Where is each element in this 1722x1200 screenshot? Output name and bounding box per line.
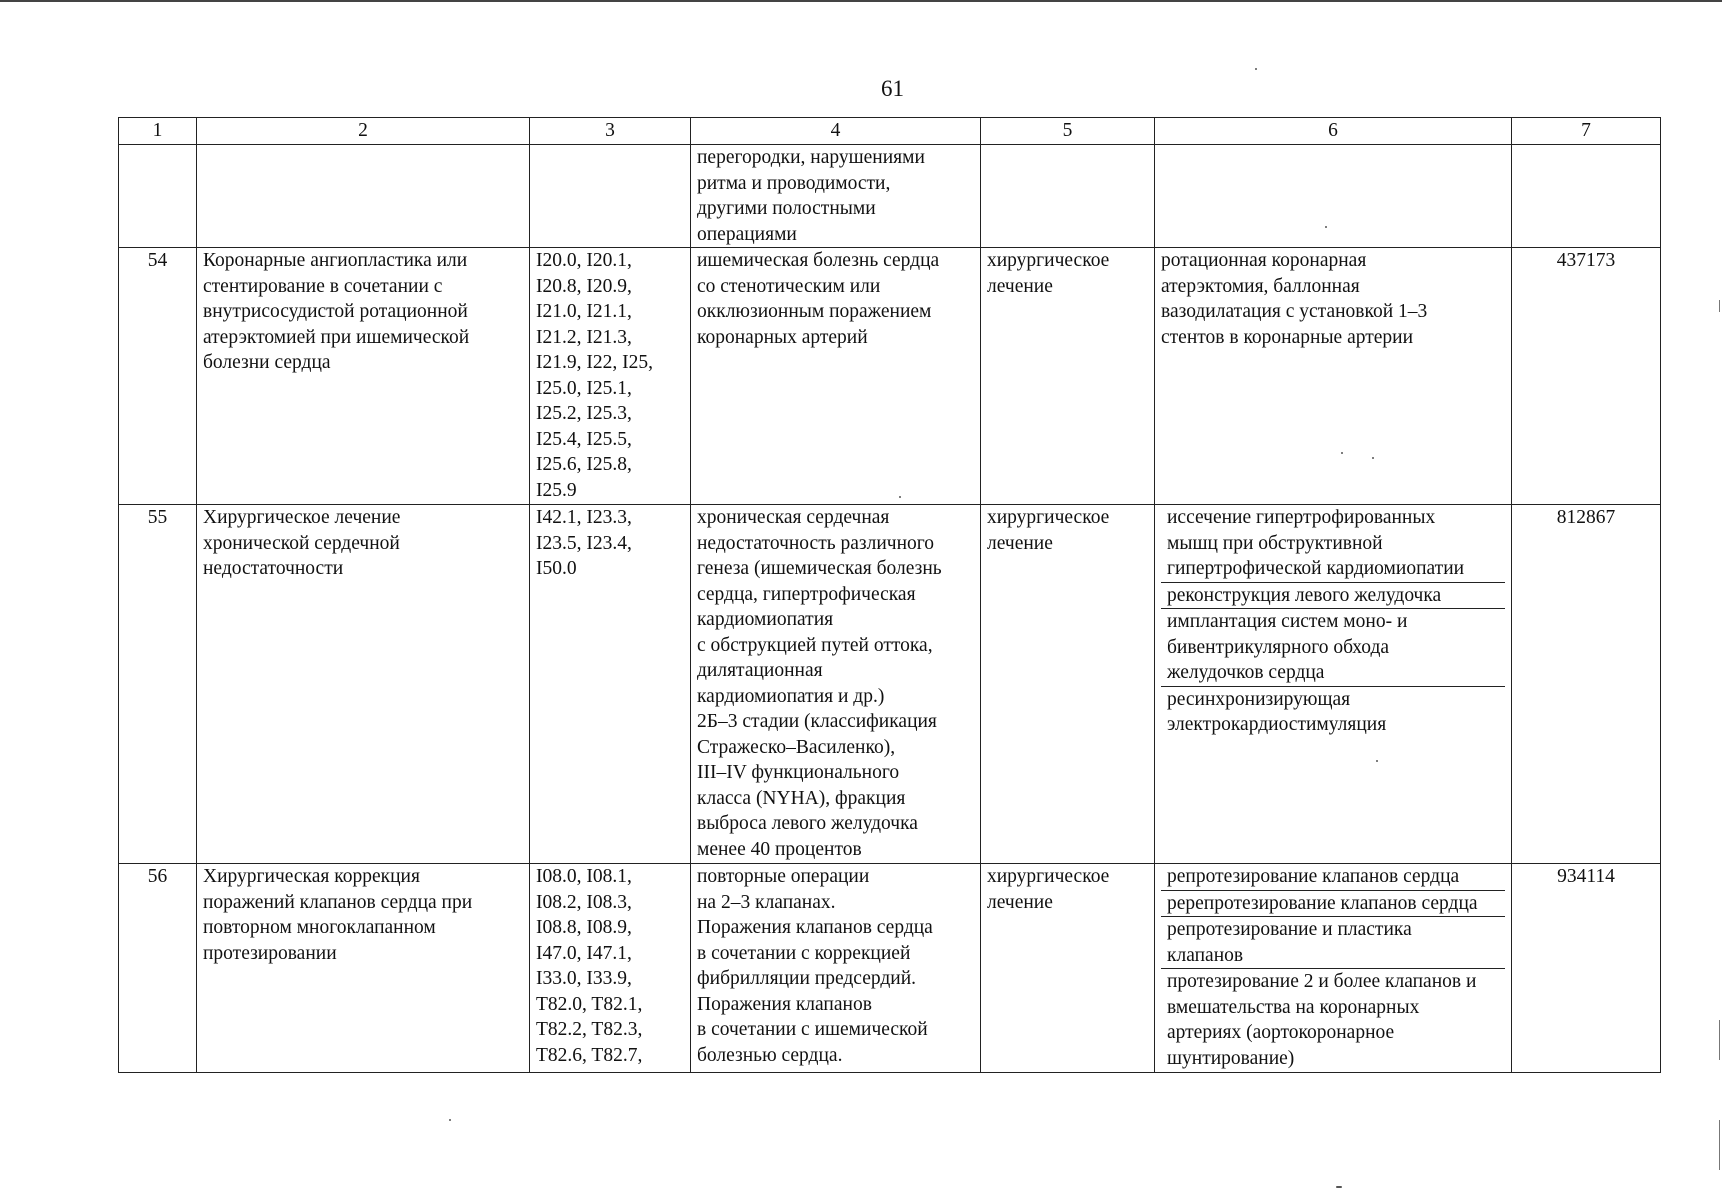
method-item — [1161, 891, 1505, 918]
scan-edge-mark — [1719, 300, 1720, 312]
scan-speck — [1341, 452, 1343, 454]
cell-line: хирургическое — [987, 507, 1110, 528]
column-header: 6 — [1155, 118, 1512, 145]
cell-line: стентов в коронарные артерии — [1161, 326, 1414, 348]
patient-model-cell — [691, 505, 981, 864]
cell-line: ререпротезирование клапанов сердца — [1167, 892, 1478, 914]
column-header: 4 — [691, 118, 981, 145]
cell-line: гипертрофической кардиомиопатии — [1167, 558, 1465, 579]
cell-line: бивентрикулярного обхода — [1167, 636, 1390, 658]
cell-line: протезировании — [203, 942, 337, 964]
cell-line: I25.6, I25.8, — [536, 454, 632, 475]
cell-line: Стражеско–Василенко), — [697, 736, 896, 758]
cell-line: ресинхронизирующая — [1167, 688, 1351, 710]
cell-line: протезирование 2 и более клапанов и — [1167, 971, 1477, 992]
icd-codes-cell — [530, 505, 691, 864]
treatment-method-cell — [1155, 505, 1512, 864]
cell-line: повторные операции — [697, 866, 870, 887]
cell-line: кардиомиопатия — [697, 609, 834, 630]
cell-line: атерэктомией при ишемической — [203, 326, 470, 348]
scan-speck — [899, 496, 901, 498]
medical-care-table — [118, 117, 1661, 1073]
standard-cost-cell: 437173 — [1512, 248, 1661, 505]
cell-line: мышц при обструктивной — [1167, 532, 1383, 554]
cell-line: лечение — [987, 891, 1053, 913]
cell-line: поражений клапанов сердца при — [203, 891, 473, 913]
row-number-cell: 54 — [119, 248, 197, 505]
cell-line: I20.8, I20.9, — [536, 275, 632, 297]
cell-line: вазодилатация с установкой 1–3 — [1161, 301, 1428, 322]
cell-line: клапанов — [1167, 944, 1244, 966]
cell-line: генеза (ишемическая болезнь — [697, 558, 942, 579]
cell-line: сердца, гипертрофическая — [697, 583, 916, 605]
cell-line: выброса левого желудочка — [697, 813, 918, 834]
cell-line: I50.0 — [536, 558, 577, 579]
table-row — [119, 248, 1661, 505]
cell-line: I21.2, I21.3, — [536, 326, 632, 348]
patient-model-cell — [691, 145, 981, 248]
cell-line: репротезирование клапанов сердца — [1167, 866, 1460, 887]
cell-line: I25.2, I25.3, — [536, 403, 632, 424]
scan-speck — [1336, 1186, 1342, 1188]
cell-line: хронической сердечной — [203, 532, 400, 554]
scan-edge-mark — [1719, 1020, 1720, 1060]
treatment-method-cell — [1155, 145, 1512, 248]
row-number-cell: 56 — [119, 864, 197, 1073]
method-item — [1161, 687, 1505, 738]
cell-line: T82.0, T82.1, — [536, 993, 643, 1015]
cell-line: недостаточности — [203, 558, 344, 579]
cell-line: Поражения клапанов — [697, 993, 872, 1015]
cell-line: класса (NYHA), фракция — [697, 787, 906, 809]
cell-line: I08.8, I08.9, — [536, 917, 632, 938]
cell-line: T82.6, T82.7, — [536, 1044, 643, 1066]
treatment-method-cell — [1155, 248, 1512, 505]
cell-line: ритма и проводимости, — [697, 172, 891, 194]
cell-line: I20.0, I20.1, — [536, 250, 632, 271]
cell-line: I21.9, I22, I25, — [536, 352, 653, 373]
cell-line: в сочетании с коррекцией — [697, 942, 911, 964]
cell-line: с обструкцией путей оттока, — [697, 634, 933, 656]
page-number: 61 — [881, 76, 904, 101]
method-item — [1161, 864, 1505, 891]
cell-line: I25.9 — [536, 479, 577, 501]
cell-line: электрокардиостимуляция — [1167, 714, 1387, 735]
cell-line: Хирургическая коррекция — [203, 866, 420, 887]
icd-codes-cell — [530, 864, 691, 1073]
cell-line: дилятационная — [697, 660, 823, 681]
treatment-type-cell — [981, 145, 1155, 248]
method-item — [1161, 505, 1505, 583]
cell-line: лечение — [987, 532, 1053, 554]
method-item — [1161, 583, 1505, 610]
scan-speck — [1372, 457, 1374, 459]
patient-model-cell — [691, 864, 981, 1073]
standard-cost-cell — [1512, 145, 1661, 248]
cell-line: болезни сердца — [203, 352, 331, 373]
cell-line: ротационная коронарная — [1161, 250, 1367, 271]
cell-line: на 2–3 клапанах. — [697, 891, 836, 913]
cell-line: I08.2, I08.3, — [536, 891, 632, 913]
cell-line: стентирование в сочетании с — [203, 275, 443, 297]
cell-line: I25.0, I25.1, — [536, 377, 632, 399]
care-type-cell — [197, 864, 530, 1073]
cell-line: шунтирование) — [1167, 1047, 1295, 1069]
cell-line: со стенотическим или — [697, 275, 881, 297]
method-item — [1161, 917, 1505, 969]
column-header: 7 — [1512, 118, 1661, 145]
cell-line: коронарных артерий — [697, 326, 868, 348]
column-header: 1 — [119, 118, 197, 145]
cell-line: перегородки, нарушениями — [697, 147, 925, 168]
care-type-cell — [197, 248, 530, 505]
cell-line: другими полостными — [697, 198, 876, 219]
cell-line: I47.0, I47.1, — [536, 942, 632, 964]
cell-line: внутрисосудистой ротационной — [203, 301, 468, 322]
cell-line: артериях (аортокоронарное — [1167, 1022, 1395, 1043]
cell-line: хирургическое — [987, 250, 1110, 271]
cell-line: недостаточность различного — [697, 532, 935, 554]
scan-speck — [1325, 226, 1327, 228]
cell-line: хирургическое — [987, 866, 1110, 887]
cell-line: I08.0, I08.1, — [536, 866, 632, 887]
icd-codes-cell — [530, 248, 691, 505]
cell-line: кардиомиопатия и др.) — [697, 685, 885, 707]
care-type-cell — [197, 145, 530, 248]
column-header: 5 — [981, 118, 1155, 145]
row-number-cell: 55 — [119, 505, 197, 864]
treatment-type-cell — [981, 864, 1155, 1073]
cell-line: Поражения клапанов сердца — [697, 917, 933, 938]
cell-line: желудочков сердца — [1167, 662, 1325, 683]
scan-speck — [1255, 68, 1257, 70]
cell-line: I21.0, I21.1, — [536, 301, 632, 322]
cell-line: менее 40 процентов — [697, 838, 862, 860]
scan-speck — [449, 1119, 451, 1121]
cell-line: в сочетании с ишемической — [697, 1019, 928, 1040]
cell-line: 2Б–3 стадии (классификация — [697, 711, 937, 732]
top-scan-rule — [0, 0, 1722, 2]
table-row — [119, 864, 1661, 1073]
cell-line: I23.5, I23.4, — [536, 532, 632, 554]
cell-line: I42.1, I23.3, — [536, 507, 632, 528]
standard-cost-cell: 934114 — [1512, 864, 1661, 1073]
row-number-cell — [119, 145, 197, 248]
cell-line: атерэктомия, баллонная — [1161, 275, 1360, 297]
method-item — [1161, 969, 1505, 1071]
cell-line: лечение — [987, 275, 1053, 297]
table-row — [119, 145, 1661, 248]
cell-line: Коронарные ангиопластика или — [203, 250, 468, 271]
standard-cost-cell: 812867 — [1512, 505, 1661, 864]
treatment-type-cell — [981, 248, 1155, 505]
cell-line: ишемическая болезнь сердца — [697, 250, 940, 271]
cell-line: I33.0, I33.9, — [536, 968, 632, 989]
cell-line: I25.4, I25.5, — [536, 428, 632, 450]
scan-edge-mark — [1719, 1120, 1720, 1170]
cell-line: окклюзионным поражением — [697, 301, 932, 322]
column-header: 3 — [530, 118, 691, 145]
scan-speck — [1376, 760, 1378, 762]
patient-model-cell — [691, 248, 981, 505]
cell-line: хроническая сердечная — [697, 507, 890, 528]
table-row — [119, 505, 1661, 864]
cell-line: Хирургическое лечение — [203, 507, 401, 528]
cell-line: повторном многоклапанном — [203, 917, 436, 938]
cell-line: иссечение гипертрофированных — [1167, 507, 1436, 528]
method-item — [1161, 609, 1505, 687]
cell-line: III–IV функционального — [697, 762, 900, 783]
care-type-cell — [197, 505, 530, 864]
cell-line: имплантация систем моно- и — [1167, 611, 1408, 632]
treatment-type-cell — [981, 505, 1155, 864]
cell-line: фибрилляции предсердий. — [697, 968, 917, 989]
column-header: 2 — [197, 118, 530, 145]
cell-line: T82.2, T82.3, — [536, 1019, 643, 1040]
icd-codes-cell — [530, 145, 691, 248]
header-row — [119, 118, 1661, 145]
cell-line: болезнью сердца. — [697, 1044, 843, 1066]
cell-line: вмешательства на коронарных — [1167, 996, 1420, 1018]
cell-line: операциями — [697, 223, 797, 245]
cell-line: реконструкция левого желудочка — [1167, 584, 1442, 606]
cell-line: репротезирование и пластика — [1167, 919, 1412, 940]
treatment-method-cell — [1155, 864, 1512, 1073]
